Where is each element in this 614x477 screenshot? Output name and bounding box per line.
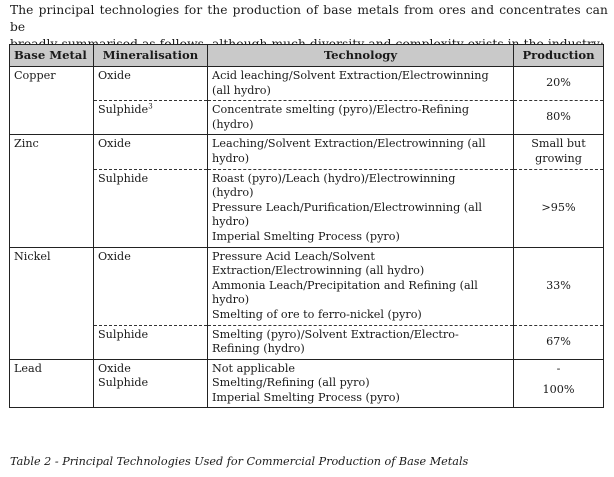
mineralisation-cell: Oxide bbox=[94, 135, 208, 169]
mineralisation-cell: Sulphide bbox=[94, 325, 208, 359]
production-cell: 33% bbox=[514, 247, 604, 325]
footnote-marker: 3 bbox=[148, 102, 153, 111]
technology-cell: Roast (pyro)/Leach (hydro)/Electrowinning (hydro) Pressure Leach/Purification/Electrowinning (all hydro) Imperial Smelting Process (pyro) bbox=[208, 169, 514, 247]
table-header-row bbox=[10, 45, 604, 67]
mineralisation-cell: Oxide bbox=[94, 67, 208, 101]
table-row bbox=[10, 359, 604, 408]
technologies-table bbox=[9, 44, 604, 408]
table-row bbox=[10, 67, 604, 101]
technology-cell: Smelting (pyro)/Solvent Extraction/Electro- Refining (hydro) bbox=[208, 325, 514, 359]
technology-cell: Not applicable Smelting/Refining (all pyro) Imperial Smelting Process (pyro) bbox=[208, 359, 514, 408]
production-cell: Small but growing bbox=[514, 135, 604, 169]
metal-cell bbox=[10, 169, 94, 247]
header-mineralisation: Mineralisation bbox=[94, 45, 208, 67]
metal-cell: Copper bbox=[10, 67, 94, 101]
table-row bbox=[10, 135, 604, 169]
intro-line: The principal technologies for the production of base metals from ores and concentrates can be bbox=[10, 3, 608, 34]
production-cell: 80% bbox=[514, 101, 604, 135]
mineralisation-cell: Oxide bbox=[94, 247, 208, 325]
mineralisation-cell: Sulphide bbox=[94, 169, 208, 247]
header-technology: Technology bbox=[208, 45, 514, 67]
table-row bbox=[10, 325, 604, 359]
metal-cell: Nickel bbox=[10, 247, 94, 325]
technology-cell: Acid leaching/Solvent Extraction/Electrowinning (all hydro) bbox=[208, 67, 514, 101]
metal-cell: Lead bbox=[10, 359, 94, 408]
production-cell: - 100% bbox=[514, 359, 604, 408]
table-row bbox=[10, 247, 604, 325]
mineralisation-cell: Oxide Sulphide bbox=[94, 359, 208, 408]
mineralisation-cell: Sulphide$^3$ bbox=[94, 101, 208, 135]
metal-cell: Zinc bbox=[10, 135, 94, 169]
table-caption: Table 2 - Principal Technologies Used for Commercial Production of Base Metals bbox=[10, 455, 469, 468]
metal-cell bbox=[10, 101, 94, 135]
header-base-metal: Base Metal bbox=[10, 45, 94, 67]
production-cell: 20% bbox=[514, 67, 604, 101]
table-row bbox=[10, 101, 604, 135]
header-production: Production bbox=[514, 45, 604, 67]
production-cell: >95% bbox=[514, 169, 604, 247]
technology-cell: Concentrate smelting (pyro)/Electro-Refining (hydro) bbox=[208, 101, 514, 135]
technology-cell: Pressure Acid Leach/Solvent Extraction/Electrowinning (all hydro) Ammonia Leach/Precipitation and Refining (all hydro) Smelting of ore to ferro-nickel (pyro) bbox=[208, 247, 514, 325]
production-cell: 67% bbox=[514, 325, 604, 359]
technology-cell: Leaching/Solvent Extraction/Electrowinning (all hydro) bbox=[208, 135, 514, 169]
table-row bbox=[10, 169, 604, 247]
metal-cell bbox=[10, 325, 94, 359]
